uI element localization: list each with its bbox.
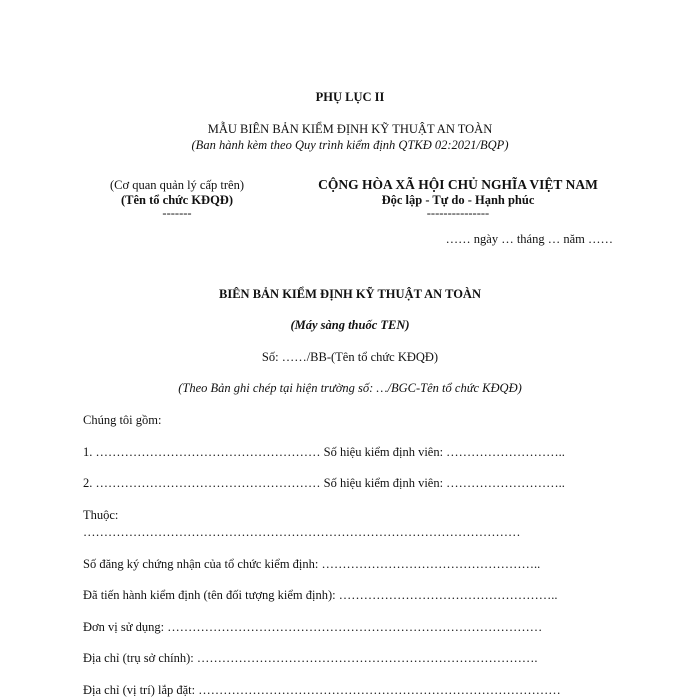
national-motto: Độc lập - Tự do - Hạnh phúc: [381, 193, 535, 207]
inspector-line-2: 2. ……………………………………………… Số hiệu kiểm định viên: ………………………..: [83, 476, 565, 490]
appendix-title: PHỤ LỤC II: [315, 90, 385, 104]
parent-agency: (Cơ quan quản lý cấp trên): [110, 178, 244, 192]
registration-number-line: Số đăng ký chứng nhận của tổ chức kiểm định: ……………………………………………..: [83, 557, 541, 571]
installation-address-line: Địa chỉ (vị trí) lắp đặt: ……………………………………………………………………………: [83, 683, 561, 697]
appendix-subtitle: MẪU BIÊN BẢN KIỂM ĐỊNH KỸ THUẬT AN TOÀN: [207, 122, 493, 136]
field-record-reference: (Theo Bản ghi chép tại hiện trường số: …/BGC-Tên tổ chức KĐQĐ): [178, 381, 522, 395]
inspector-line-1: 1. ……………………………………………… Số hiệu kiểm định viên: ………………………..: [83, 445, 565, 459]
we-include-label: Chúng tôi gồm:: [83, 413, 162, 427]
head-office-address-line: Địa chỉ (trụ sở chính): ……………………………………………………………………….: [83, 651, 538, 665]
report-number: Số: ……/BB-(Tên tổ chức KĐQĐ): [261, 350, 439, 364]
right-header-rule: ---------------: [426, 206, 490, 220]
organization-name: (Tên tổ chức KĐQĐ): [121, 193, 233, 207]
nation-name: CỘNG HÒA XÃ HỘI CHỦ NGHĨA VIỆT NAM: [318, 177, 598, 192]
appendix-issued-note: (Ban hành kèm theo Quy trình kiểm định QTKĐ 02:2021/BQP): [191, 138, 509, 152]
report-title: BIÊN BẢN KIỂM ĐỊNH KỸ THUẬT AN TOÀN: [219, 287, 481, 301]
user-unit-line: Đơn vị sử dụng: ………………………………………………………………………………: [83, 620, 543, 634]
date-line: …… ngày … tháng … năm ……: [445, 232, 613, 246]
machine-name: (Máy sàng thuốc TEN): [290, 318, 410, 332]
inspection-object-line: Đã tiến hành kiểm định (tên đối tượng kiểm định): ……………………………………………..: [83, 588, 558, 602]
belongs-dots: ……………………………………………………………………………………………: [83, 525, 521, 539]
belongs-label: Thuộc:: [83, 508, 119, 522]
left-header-rule: -------: [162, 206, 192, 220]
